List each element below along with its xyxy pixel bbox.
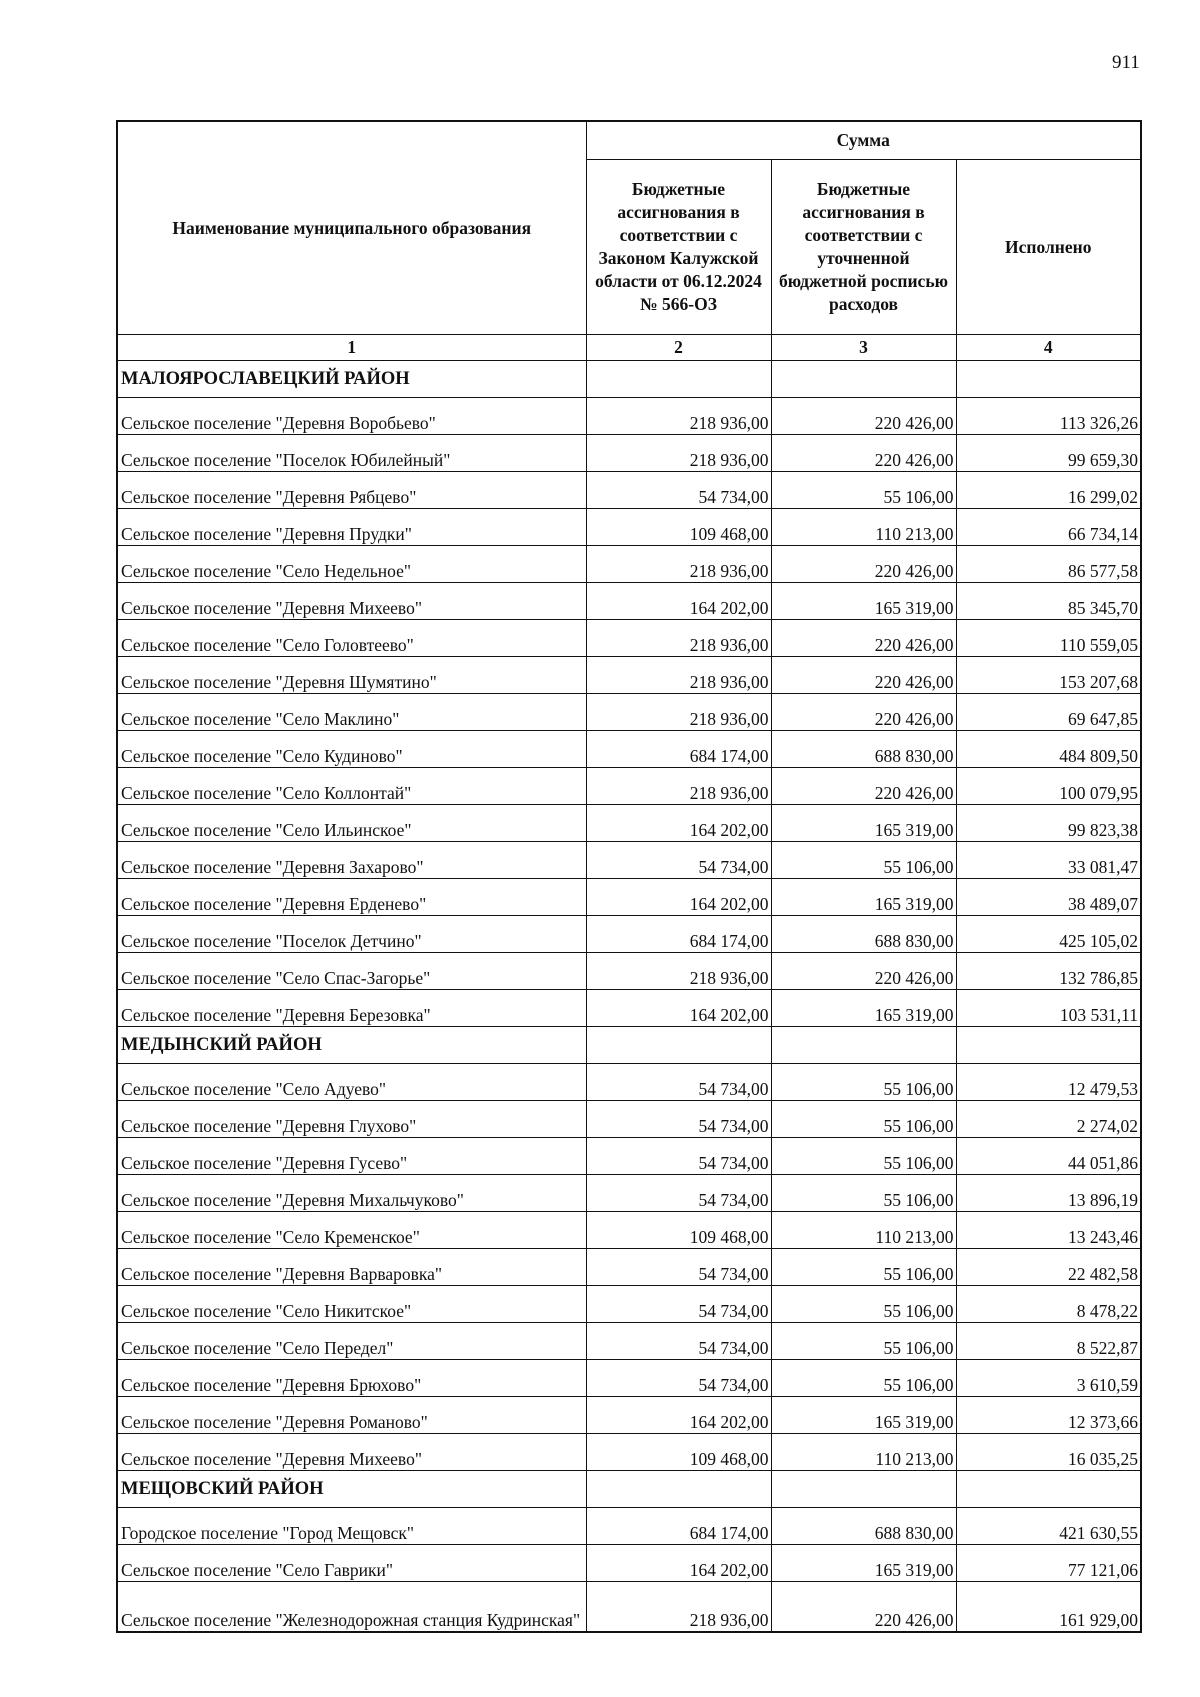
column-number: 2	[586, 335, 771, 361]
revised-appropriation-value: 110 213,00	[771, 1434, 956, 1471]
column-number: 3	[771, 335, 956, 361]
district-name: МЕДЫНСКИЙ РАЙОН	[117, 1027, 586, 1064]
settlement-name: Сельское поселение "Село Кременское"	[117, 1212, 586, 1249]
settlement-name: Сельское поселение "Деревня Рябцево"	[117, 472, 586, 509]
empty-cell	[956, 361, 1141, 398]
executed-value: 38 489,07	[956, 879, 1141, 916]
district-row	[117, 361, 1141, 398]
executed-value: 22 482,58	[956, 1249, 1141, 1286]
settlement-name: Сельское поселение "Село Гаврики"	[117, 1545, 586, 1582]
executed-value: 12 373,66	[956, 1397, 1141, 1434]
settlement-name: Сельское поселение "Деревня Брюхово"	[117, 1360, 586, 1397]
executed-value: 13 896,19	[956, 1175, 1141, 1212]
revised-appropriation-value: 165 319,00	[771, 1397, 956, 1434]
header-executed: Исполнено	[956, 160, 1141, 335]
settlement-name: Сельское поселение "Деревня Гусево"	[117, 1138, 586, 1175]
table-row	[117, 1397, 1141, 1434]
settlement-name: Сельское поселение "Село Маклино"	[117, 694, 586, 731]
law-appropriation-value: 54 734,00	[586, 1101, 771, 1138]
settlement-name: Сельское поселение "Село Ильинское"	[117, 805, 586, 842]
revised-appropriation-value: 165 319,00	[771, 990, 956, 1027]
revised-appropriation-value: 165 319,00	[771, 879, 956, 916]
revised-appropriation-value: 55 106,00	[771, 1138, 956, 1175]
law-appropriation-value: 54 734,00	[586, 1138, 771, 1175]
settlement-name: Городское поселение "Город Мещовск"	[117, 1508, 586, 1545]
law-appropriation-value: 54 734,00	[586, 1323, 771, 1360]
law-appropriation-value: 54 734,00	[586, 1360, 771, 1397]
law-appropriation-value: 109 468,00	[586, 1212, 771, 1249]
law-appropriation-value: 54 734,00	[586, 1286, 771, 1323]
table-row	[117, 953, 1141, 990]
law-appropriation-value: 54 734,00	[586, 472, 771, 509]
revised-appropriation-value: 165 319,00	[771, 583, 956, 620]
table-row	[117, 1545, 1141, 1582]
column-number: 1	[117, 335, 586, 361]
header-law-appropriations: Бюджетные ассигнования в соответствии с Законом Калужской области от 06.12.2024 № 566-ОЗ	[586, 160, 771, 335]
law-appropriation-value: 218 936,00	[586, 435, 771, 472]
revised-appropriation-value: 55 106,00	[771, 1286, 956, 1323]
executed-value: 110 559,05	[956, 620, 1141, 657]
revised-appropriation-value: 165 319,00	[771, 1545, 956, 1582]
law-appropriation-value: 218 936,00	[586, 620, 771, 657]
settlement-name: Сельское поселение "Село Спас-Загорье"	[117, 953, 586, 990]
executed-value: 8 478,22	[956, 1286, 1141, 1323]
executed-value: 425 105,02	[956, 916, 1141, 953]
empty-cell	[771, 361, 956, 398]
table-row	[117, 1064, 1141, 1101]
district-name: МЕЩОВСКИЙ РАЙОН	[117, 1471, 586, 1508]
executed-value: 13 243,46	[956, 1212, 1141, 1249]
table-row	[117, 731, 1141, 768]
revised-appropriation-value: 220 426,00	[771, 1582, 956, 1633]
executed-value: 12 479,53	[956, 1064, 1141, 1101]
header-sum: Сумма	[586, 121, 1141, 160]
law-appropriation-value: 218 936,00	[586, 768, 771, 805]
revised-appropriation-value: 165 319,00	[771, 805, 956, 842]
table-row	[117, 1175, 1141, 1212]
revised-appropriation-value: 55 106,00	[771, 472, 956, 509]
settlement-name: Сельское поселение "Деревня Березовка"	[117, 990, 586, 1027]
settlement-name: Сельское поселение "Деревня Михеево"	[117, 583, 586, 620]
table-row	[117, 1434, 1141, 1471]
settlement-name: Сельское поселение "Деревня Воробьево"	[117, 398, 586, 435]
executed-value: 132 786,85	[956, 953, 1141, 990]
settlement-name: Сельское поселение "Село Коллонтай"	[117, 768, 586, 805]
table-row	[117, 398, 1141, 435]
header-revised-appropriations: Бюджетные ассигнования в соответствии с уточненной бюджетной росписью расходов	[771, 160, 956, 335]
law-appropriation-value: 218 936,00	[586, 546, 771, 583]
law-appropriation-value: 684 174,00	[586, 731, 771, 768]
law-appropriation-value: 164 202,00	[586, 879, 771, 916]
revised-appropriation-value: 688 830,00	[771, 916, 956, 953]
settlement-name: Сельское поселение "Село Адуево"	[117, 1064, 586, 1101]
executed-value: 421 630,55	[956, 1508, 1141, 1545]
executed-value: 8 522,87	[956, 1323, 1141, 1360]
revised-appropriation-value: 55 106,00	[771, 1175, 956, 1212]
executed-value: 113 326,26	[956, 398, 1141, 435]
table-row	[117, 657, 1141, 694]
table-row	[117, 546, 1141, 583]
revised-appropriation-value: 220 426,00	[771, 657, 956, 694]
law-appropriation-value: 218 936,00	[586, 398, 771, 435]
table-row	[117, 1101, 1141, 1138]
law-appropriation-value: 164 202,00	[586, 990, 771, 1027]
settlement-name: Сельское поселение "Село Передел"	[117, 1323, 586, 1360]
table-row	[117, 472, 1141, 509]
executed-value: 100 079,95	[956, 768, 1141, 805]
revised-appropriation-value: 220 426,00	[771, 953, 956, 990]
revised-appropriation-value: 110 213,00	[771, 1212, 956, 1249]
settlement-name: Сельское поселение "Село Недельное"	[117, 546, 586, 583]
revised-appropriation-value: 55 106,00	[771, 1323, 956, 1360]
executed-value: 2 274,02	[956, 1101, 1141, 1138]
settlement-name: Сельское поселение "Поселок Детчино"	[117, 916, 586, 953]
settlement-name: Сельское поселение "Село Кудиново"	[117, 731, 586, 768]
executed-value: 77 121,06	[956, 1545, 1141, 1582]
law-appropriation-value: 164 202,00	[586, 805, 771, 842]
district-row	[117, 1471, 1141, 1508]
budget-table	[116, 120, 1142, 1633]
settlement-name: Сельское поселение "Деревня Ерденево"	[117, 879, 586, 916]
executed-value: 99 659,30	[956, 435, 1141, 472]
revised-appropriation-value: 55 106,00	[771, 1064, 956, 1101]
table-row	[117, 1508, 1141, 1545]
revised-appropriation-value: 55 106,00	[771, 842, 956, 879]
settlement-name: Сельское поселение "Деревня Михеево"	[117, 1434, 586, 1471]
header-municipality-name: Наименование муниципального образования	[117, 121, 586, 335]
district-name: МАЛОЯРОСЛАВЕЦКИЙ РАЙОН	[117, 361, 586, 398]
law-appropriation-value: 684 174,00	[586, 916, 771, 953]
executed-value: 16 299,02	[956, 472, 1141, 509]
law-appropriation-value: 684 174,00	[586, 1508, 771, 1545]
settlement-name: Сельское поселение "Деревня Варваровка"	[117, 1249, 586, 1286]
settlement-name: Сельское поселение "Деревня Михальчуково"	[117, 1175, 586, 1212]
executed-value: 99 823,38	[956, 805, 1141, 842]
table-row	[117, 768, 1141, 805]
table-row	[117, 509, 1141, 546]
law-appropriation-value: 164 202,00	[586, 1545, 771, 1582]
table-row	[117, 1286, 1141, 1323]
table-row	[117, 990, 1141, 1027]
empty-cell	[586, 1027, 771, 1064]
revised-appropriation-value: 688 830,00	[771, 731, 956, 768]
law-appropriation-value: 54 734,00	[586, 842, 771, 879]
table-row	[117, 916, 1141, 953]
settlement-name: Сельское поселение "Поселок Юбилейный"	[117, 435, 586, 472]
table-row	[117, 879, 1141, 916]
law-appropriation-value: 218 936,00	[586, 1582, 771, 1633]
table-row	[117, 1249, 1141, 1286]
executed-value: 44 051,86	[956, 1138, 1141, 1175]
column-number: 4	[956, 335, 1141, 361]
law-appropriation-value: 109 468,00	[586, 509, 771, 546]
settlement-name: Сельское поселение "Село Никитское"	[117, 1286, 586, 1323]
table-body	[117, 361, 1141, 1633]
law-appropriation-value: 109 468,00	[586, 1434, 771, 1471]
revised-appropriation-value: 688 830,00	[771, 1508, 956, 1545]
revised-appropriation-value: 55 106,00	[771, 1101, 956, 1138]
empty-cell	[586, 361, 771, 398]
revised-appropriation-value: 220 426,00	[771, 546, 956, 583]
district-row	[117, 1027, 1141, 1064]
settlement-name: Сельское поселение "Деревня Захарово"	[117, 842, 586, 879]
page-number: 911	[1112, 52, 1140, 73]
revised-appropriation-value: 110 213,00	[771, 509, 956, 546]
executed-value: 86 577,58	[956, 546, 1141, 583]
empty-cell	[771, 1471, 956, 1508]
table-row	[117, 842, 1141, 879]
table-row	[117, 1212, 1141, 1249]
table-row	[117, 694, 1141, 731]
table-row	[117, 805, 1141, 842]
settlement-name: Сельское поселение "Деревня Прудки"	[117, 509, 586, 546]
law-appropriation-value: 164 202,00	[586, 583, 771, 620]
law-appropriation-value: 218 936,00	[586, 657, 771, 694]
empty-cell	[956, 1471, 1141, 1508]
table-row	[117, 1138, 1141, 1175]
table-row	[117, 620, 1141, 657]
law-appropriation-value: 54 734,00	[586, 1064, 771, 1101]
revised-appropriation-value: 220 426,00	[771, 435, 956, 472]
executed-value: 85 345,70	[956, 583, 1141, 620]
table-row	[117, 1582, 1141, 1633]
settlement-name: Сельское поселение "Железнодорожная станция Кудринская"	[117, 1582, 586, 1633]
revised-appropriation-value: 220 426,00	[771, 620, 956, 657]
executed-value: 33 081,47	[956, 842, 1141, 879]
executed-value: 3 610,59	[956, 1360, 1141, 1397]
executed-value: 161 929,00	[956, 1582, 1141, 1633]
law-appropriation-value: 218 936,00	[586, 953, 771, 990]
table-row	[117, 1323, 1141, 1360]
revised-appropriation-value: 220 426,00	[771, 768, 956, 805]
settlement-name: Сельское поселение "Деревня Романово"	[117, 1397, 586, 1434]
executed-value: 66 734,14	[956, 509, 1141, 546]
executed-value: 69 647,85	[956, 694, 1141, 731]
law-appropriation-value: 54 734,00	[586, 1175, 771, 1212]
law-appropriation-value: 218 936,00	[586, 694, 771, 731]
revised-appropriation-value: 220 426,00	[771, 398, 956, 435]
table-row	[117, 583, 1141, 620]
revised-appropriation-value: 55 106,00	[771, 1360, 956, 1397]
settlement-name: Сельское поселение "Деревня Шумятино"	[117, 657, 586, 694]
law-appropriation-value: 54 734,00	[586, 1249, 771, 1286]
revised-appropriation-value: 55 106,00	[771, 1249, 956, 1286]
settlement-name: Сельское поселение "Село Головтеево"	[117, 620, 586, 657]
executed-value: 153 207,68	[956, 657, 1141, 694]
table-row	[117, 435, 1141, 472]
empty-cell	[956, 1027, 1141, 1064]
settlement-name: Сельское поселение "Деревня Глухово"	[117, 1101, 586, 1138]
table-row	[117, 1360, 1141, 1397]
law-appropriation-value: 164 202,00	[586, 1397, 771, 1434]
executed-value: 103 531,11	[956, 990, 1141, 1027]
revised-appropriation-value: 220 426,00	[771, 694, 956, 731]
executed-value: 484 809,50	[956, 731, 1141, 768]
empty-cell	[771, 1027, 956, 1064]
empty-cell	[586, 1471, 771, 1508]
executed-value: 16 035,25	[956, 1434, 1141, 1471]
